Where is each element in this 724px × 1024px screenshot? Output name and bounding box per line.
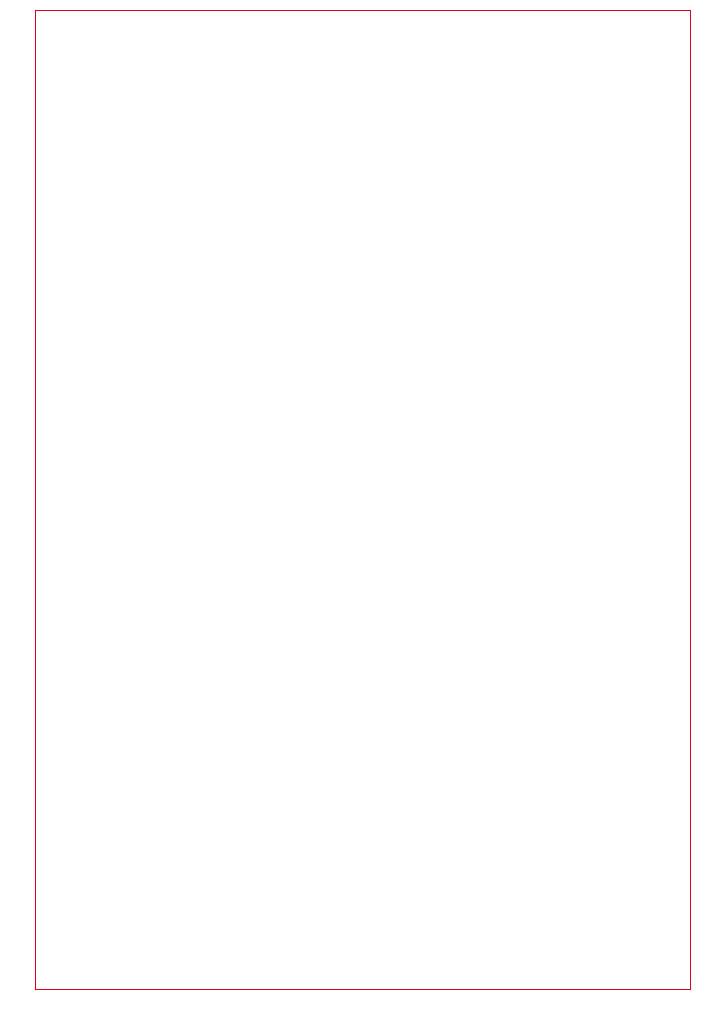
form-border [35,10,691,990]
